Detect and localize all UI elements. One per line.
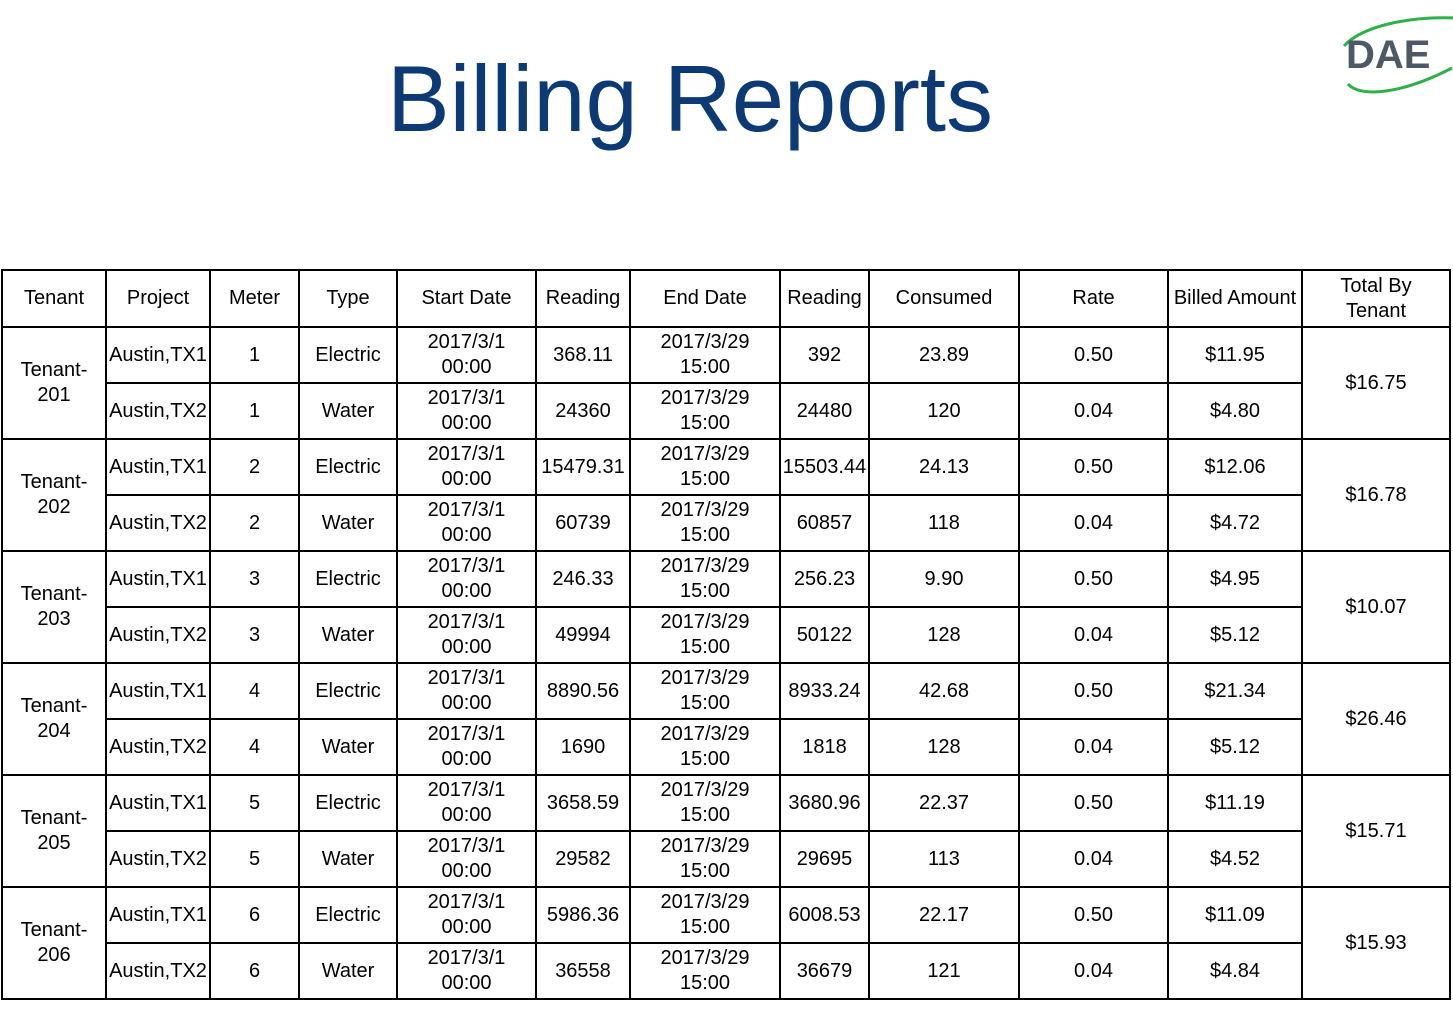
tenant-name-line2: 203 [37, 608, 71, 630]
project-cell: Austin,TX1 [106, 663, 210, 719]
billing-table [1, 269, 1451, 1000]
consumed-cell: 121 [869, 943, 1019, 999]
table-body [2, 327, 1450, 999]
end-date-time: 15:00 [679, 804, 731, 826]
tenant-name-line2: 204 [37, 720, 71, 742]
billed-amount-cell: $4.95 [1168, 551, 1302, 607]
billed-amount-cell: $4.80 [1168, 383, 1302, 439]
start-date-cell [397, 887, 536, 943]
meter-cell: 2 [210, 495, 299, 551]
tenant-name-line2: 202 [37, 496, 71, 518]
column-header-billed-amount: Billed Amount [1168, 270, 1302, 327]
type-cell: Electric [299, 327, 397, 383]
column-header-tenant: Tenant [2, 270, 106, 327]
end-date-time: 15:00 [679, 412, 731, 434]
end-date-time: 15:00 [679, 916, 731, 938]
table-row [2, 327, 1450, 383]
meter-cell: 3 [210, 607, 299, 663]
start-reading-cell: 3658.59 [536, 775, 630, 831]
start-reading-cell: 29582 [536, 831, 630, 887]
start-date-day: 2017/3/1 [427, 555, 506, 577]
company-logo [1340, 14, 1453, 98]
end-date-day: 2017/3/29 [660, 443, 750, 465]
end-reading-cell: 6008.53 [780, 887, 869, 943]
start-date-day: 2017/3/1 [427, 387, 506, 409]
consumed-cell: 24.13 [869, 439, 1019, 495]
end-date-day: 2017/3/29 [660, 555, 750, 577]
start-date-time: 00:00 [441, 692, 492, 714]
end-date-day: 2017/3/29 [660, 723, 750, 745]
type-cell: Water [299, 831, 397, 887]
type-cell: Electric [299, 663, 397, 719]
end-reading-cell: 256.23 [780, 551, 869, 607]
end-date-time: 15:00 [679, 972, 731, 994]
total-by-tenant-cell: $16.78 [1302, 439, 1450, 551]
rate-cell: 0.50 [1019, 775, 1168, 831]
column-header-type: Type [299, 270, 397, 327]
tenant-name-line1: Tenant- [20, 359, 88, 381]
start-date-day: 2017/3/1 [427, 443, 506, 465]
project-cell: Austin,TX1 [106, 887, 210, 943]
meter-cell: 2 [210, 439, 299, 495]
tenant-name-cell [2, 551, 106, 663]
end-date-cell [630, 439, 780, 495]
end-date-cell [630, 383, 780, 439]
type-cell: Water [299, 943, 397, 999]
start-date-cell [397, 663, 536, 719]
end-date-cell [630, 495, 780, 551]
rate-cell: 0.50 [1019, 327, 1168, 383]
end-date-cell [630, 887, 780, 943]
start-date-day: 2017/3/1 [427, 947, 506, 969]
end-reading-cell: 50122 [780, 607, 869, 663]
start-date-cell [397, 439, 536, 495]
project-cell: Austin,TX2 [106, 943, 210, 999]
rate-cell: 0.04 [1019, 383, 1168, 439]
end-date-day: 2017/3/29 [660, 611, 750, 633]
end-date-cell [630, 775, 780, 831]
start-date-day: 2017/3/1 [427, 723, 506, 745]
start-date-time: 00:00 [441, 748, 492, 770]
start-date-day: 2017/3/1 [427, 667, 506, 689]
start-date-day: 2017/3/1 [427, 891, 506, 913]
start-reading-cell: 1690 [536, 719, 630, 775]
end-date-day: 2017/3/29 [660, 835, 750, 857]
project-cell: Austin,TX1 [106, 551, 210, 607]
column-header-consumed: Consumed [869, 270, 1019, 327]
table-row [2, 775, 1450, 831]
rate-cell: 0.50 [1019, 663, 1168, 719]
end-date-time: 15:00 [679, 356, 731, 378]
rate-cell: 0.50 [1019, 439, 1168, 495]
billed-amount-cell: $5.12 [1168, 719, 1302, 775]
tenant-name-line1: Tenant- [20, 695, 88, 717]
start-date-day: 2017/3/1 [427, 331, 506, 353]
project-cell: Austin,TX1 [106, 775, 210, 831]
type-cell: Water [299, 495, 397, 551]
start-date-day: 2017/3/1 [427, 611, 506, 633]
total-header-line1: Total By [1340, 274, 1412, 297]
table-header-row [2, 270, 1450, 327]
total-by-tenant-cell: $15.71 [1302, 775, 1450, 887]
project-cell: Austin,TX1 [106, 327, 210, 383]
type-cell: Electric [299, 551, 397, 607]
end-date-cell [630, 327, 780, 383]
tenant-name-cell [2, 327, 106, 439]
total-by-tenant-cell: $15.93 [1302, 887, 1450, 999]
start-reading-cell: 368.11 [536, 327, 630, 383]
start-date-time: 00:00 [441, 356, 492, 378]
project-cell: Austin,TX2 [106, 495, 210, 551]
meter-cell: 6 [210, 887, 299, 943]
tenant-name-cell [2, 439, 106, 551]
table-row [2, 439, 1450, 495]
column-header-meter: Meter [210, 270, 299, 327]
end-date-time: 15:00 [679, 468, 731, 490]
end-date-cell [630, 719, 780, 775]
billed-amount-cell: $12.06 [1168, 439, 1302, 495]
total-by-tenant-cell: $16.75 [1302, 327, 1450, 439]
end-date-time: 15:00 [679, 692, 731, 714]
billed-amount-cell: $4.52 [1168, 831, 1302, 887]
start-date-cell [397, 775, 536, 831]
start-date-time: 00:00 [441, 804, 492, 826]
start-date-cell [397, 327, 536, 383]
type-cell: Electric [299, 887, 397, 943]
type-cell: Electric [299, 775, 397, 831]
tenant-name-line1: Tenant- [20, 583, 88, 605]
end-date-day: 2017/3/29 [660, 667, 750, 689]
table-row [2, 607, 1450, 663]
end-date-day: 2017/3/29 [660, 779, 750, 801]
end-reading-cell: 24480 [780, 383, 869, 439]
consumed-cell: 42.68 [869, 663, 1019, 719]
consumed-cell: 22.17 [869, 887, 1019, 943]
meter-cell: 5 [210, 831, 299, 887]
page-title: Billing Reports [386, 46, 994, 151]
billed-amount-cell: $5.12 [1168, 607, 1302, 663]
end-reading-cell: 3680.96 [780, 775, 869, 831]
total-by-tenant-cell: $10.07 [1302, 551, 1450, 663]
type-cell: Water [299, 719, 397, 775]
start-date-time: 00:00 [441, 636, 492, 658]
start-reading-cell: 246.33 [536, 551, 630, 607]
end-date-cell [630, 551, 780, 607]
start-date-day: 2017/3/1 [427, 835, 506, 857]
meter-cell: 4 [210, 663, 299, 719]
end-reading-cell: 8933.24 [780, 663, 869, 719]
start-date-day: 2017/3/1 [427, 779, 506, 801]
total-header-line2: Tenant [1345, 299, 1407, 322]
start-date-time: 00:00 [441, 580, 492, 602]
start-date-cell [397, 383, 536, 439]
tenant-name-line2: 206 [37, 944, 71, 966]
start-date-time: 00:00 [441, 468, 492, 490]
table-row [2, 943, 1450, 999]
start-reading-cell: 24360 [536, 383, 630, 439]
rate-cell: 0.04 [1019, 943, 1168, 999]
end-date-day: 2017/3/29 [660, 947, 750, 969]
end-date-cell [630, 607, 780, 663]
start-reading-cell: 5986.36 [536, 887, 630, 943]
rate-cell: 0.04 [1019, 831, 1168, 887]
start-date-cell [397, 719, 536, 775]
end-date-cell [630, 831, 780, 887]
project-cell: Austin,TX2 [106, 719, 210, 775]
billed-amount-cell: $11.19 [1168, 775, 1302, 831]
consumed-cell: 22.37 [869, 775, 1019, 831]
billed-amount-cell: $11.09 [1168, 887, 1302, 943]
table-row [2, 495, 1450, 551]
meter-cell: 1 [210, 327, 299, 383]
end-reading-cell: 15503.44 [780, 439, 869, 495]
billed-amount-cell: $21.34 [1168, 663, 1302, 719]
billed-amount-cell: $4.84 [1168, 943, 1302, 999]
start-date-cell [397, 943, 536, 999]
start-date-day: 2017/3/1 [427, 499, 506, 521]
end-date-time: 15:00 [679, 524, 731, 546]
project-cell: Austin,TX2 [106, 383, 210, 439]
table-row [2, 383, 1450, 439]
start-date-time: 00:00 [441, 972, 492, 994]
end-date-day: 2017/3/29 [660, 891, 750, 913]
consumed-cell: 118 [869, 495, 1019, 551]
start-reading-cell: 60739 [536, 495, 630, 551]
type-cell: Water [299, 607, 397, 663]
tenant-name-line1: Tenant- [20, 919, 88, 941]
consumed-cell: 120 [869, 383, 1019, 439]
table-row [2, 719, 1450, 775]
end-date-time: 15:00 [679, 636, 731, 658]
tenant-name-cell [2, 775, 106, 887]
tenant-name-line1: Tenant- [20, 471, 88, 493]
type-cell: Water [299, 383, 397, 439]
meter-cell: 1 [210, 383, 299, 439]
end-date-day: 2017/3/29 [660, 331, 750, 353]
column-header-start-date: Start Date [397, 270, 536, 327]
consumed-cell: 128 [869, 719, 1019, 775]
rate-cell: 0.04 [1019, 607, 1168, 663]
meter-cell: 4 [210, 719, 299, 775]
project-cell: Austin,TX2 [106, 607, 210, 663]
column-header-start-reading: Reading [536, 270, 630, 327]
start-reading-cell: 49994 [536, 607, 630, 663]
end-reading-cell: 1818 [780, 719, 869, 775]
end-reading-cell: 392 [780, 327, 869, 383]
type-cell: Electric [299, 439, 397, 495]
end-date-time: 15:00 [679, 860, 731, 882]
end-date-time: 15:00 [679, 580, 731, 602]
start-date-time: 00:00 [441, 916, 492, 938]
start-date-time: 00:00 [441, 860, 492, 882]
project-cell: Austin,TX1 [106, 439, 210, 495]
table-row [2, 663, 1450, 719]
end-date-time: 15:00 [679, 748, 731, 770]
start-date-cell [397, 607, 536, 663]
end-date-day: 2017/3/29 [660, 499, 750, 521]
rate-cell: 0.50 [1019, 887, 1168, 943]
column-header-end-date: End Date [630, 270, 780, 327]
meter-cell: 5 [210, 775, 299, 831]
rate-cell: 0.04 [1019, 719, 1168, 775]
start-date-time: 00:00 [441, 412, 492, 434]
end-date-cell [630, 663, 780, 719]
billed-amount-cell: $4.72 [1168, 495, 1302, 551]
tenant-name-line1: Tenant- [20, 807, 88, 829]
start-reading-cell: 36558 [536, 943, 630, 999]
tenant-name-cell [2, 887, 106, 999]
billed-amount-cell: $11.95 [1168, 327, 1302, 383]
column-header-end-reading: Reading [780, 270, 869, 327]
tenant-name-line2: 201 [37, 384, 71, 406]
consumed-cell: 128 [869, 607, 1019, 663]
logo-text: DAE [1346, 33, 1431, 77]
meter-cell: 6 [210, 943, 299, 999]
table-row [2, 551, 1450, 607]
column-header-total-by-tenant [1302, 270, 1450, 327]
meter-cell: 3 [210, 551, 299, 607]
table-row [2, 831, 1450, 887]
start-reading-cell: 15479.31 [536, 439, 630, 495]
total-by-tenant-cell: $26.46 [1302, 663, 1450, 775]
start-date-cell [397, 551, 536, 607]
end-date-day: 2017/3/29 [660, 387, 750, 409]
tenant-name-line2: 205 [37, 832, 71, 854]
column-header-project: Project [106, 270, 210, 327]
end-reading-cell: 60857 [780, 495, 869, 551]
consumed-cell: 113 [869, 831, 1019, 887]
end-date-cell [630, 943, 780, 999]
end-reading-cell: 29695 [780, 831, 869, 887]
consumed-cell: 9.90 [869, 551, 1019, 607]
table-row [2, 887, 1450, 943]
consumed-cell: 23.89 [869, 327, 1019, 383]
rate-cell: 0.50 [1019, 551, 1168, 607]
tenant-name-cell [2, 663, 106, 775]
rate-cell: 0.04 [1019, 495, 1168, 551]
end-reading-cell: 36679 [780, 943, 869, 999]
start-reading-cell: 8890.56 [536, 663, 630, 719]
start-date-cell [397, 495, 536, 551]
start-date-cell [397, 831, 536, 887]
project-cell: Austin,TX2 [106, 831, 210, 887]
start-date-time: 00:00 [441, 524, 492, 546]
column-header-rate: Rate [1019, 270, 1168, 327]
